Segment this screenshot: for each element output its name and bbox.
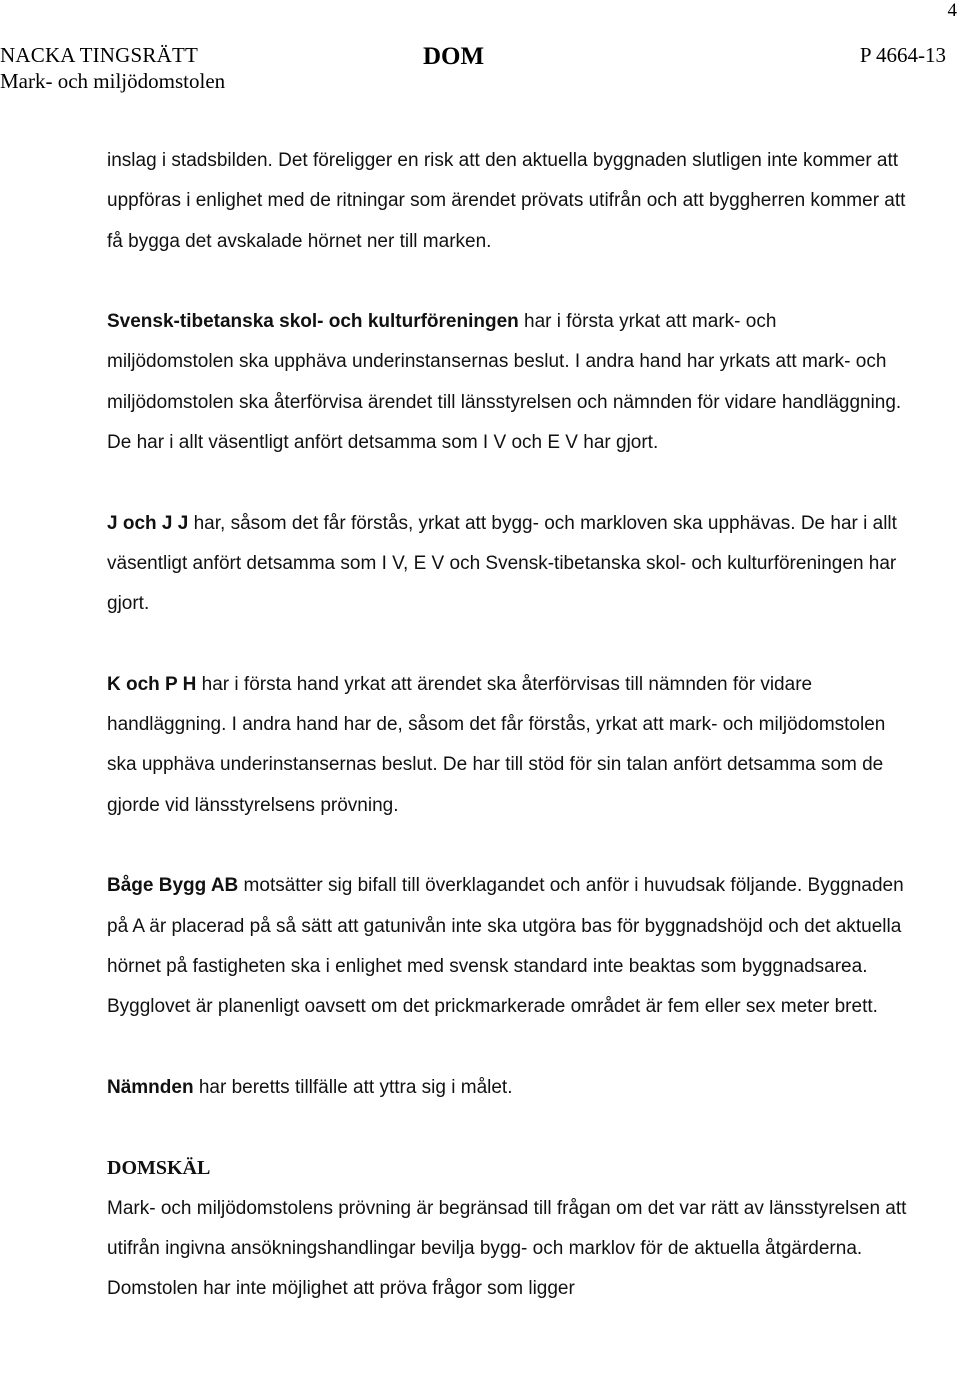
document-type: DOM [423, 43, 485, 70]
paragraph-continuation [107, 141, 907, 262]
section-heading: DOMSKÄL [107, 1157, 211, 1180]
page-number: 4 [947, 0, 957, 21]
party-name: Båge Bygg AB [107, 875, 239, 897]
document-header [0, 42, 960, 98]
paragraph-text: har, såsom det får förstås, yrkat att bygg- och markloven ska upphävas. De har i allt väsentligt anfört detsamma som I V, E V och Svensk-tibetanska skol- och kulturföreningen har gjort. [107, 512, 897, 615]
document-body [107, 141, 907, 1350]
paragraph-party-j [107, 504, 907, 625]
paragraph-text: har i första yrkat att mark- och miljödomstolen ska upphäva underinstansernas beslut. I andra hand har yrkats att mark- och miljödomstolen ska återförvisa ärendet till länsstyrelsen och nämnden för vidare handläggning. De har i allt väsentligt anfört detsamma som I V och E V har gjort. [107, 311, 902, 454]
party-name: Nämnden [107, 1076, 194, 1098]
case-number: P 4664-13 [859, 43, 946, 67]
party-name: J och J J [107, 512, 189, 534]
party-name: Svensk-tibetanska skol- och kulturföreningen [107, 311, 519, 333]
paragraph-party-namnden [107, 1068, 907, 1108]
paragraph-text: inslag i stadsbilden. Det föreligger en risk att den aktuella byggnaden slutligen inte kommer att uppföras i enlighet med de ritningar som ärendet prövats utifrån och att byggherren kommer att få bygga det avskalade hörnet ner till marken. [107, 150, 906, 252]
court-name: NACKA TINGSRÄTT [0, 43, 199, 67]
paragraph-party-bage-bygg [107, 866, 907, 1027]
paragraph-text: motsätter sig bifall till överklagandet och anför i huvudsak följande. Byggnaden på A är placerad på så sätt att gatunivån inte ska utgöra bas för byggnadshöjd och det aktuella hörnet på fastigheten ska i enlighet med svensk standard inte beaktas som byggnadsarea. Bygglovet är planenligt oavsett om det prickmarkerade området är fem eller sex meter brett. [107, 875, 904, 1018]
paragraph-party-association [107, 302, 907, 463]
court-division: Mark- och miljödomstolen [0, 69, 226, 93]
section-paragraph: Mark- och miljödomstolens prövning är begränsad till frågan om det var rätt av länsstyrelsen att utifrån ingivna ansökningshandlingar bevilja bygg- och marklov för de aktuella åtgärderna. Domstolen har inte möjlighet att pröva frågor som ligger [107, 1197, 907, 1300]
party-name: K och P H [107, 673, 197, 695]
paragraph-text: har i första hand yrkat att ärendet ska återförvisas till nämnden för vidare handläggning. I andra hand har de, såsom det får förstås, yrkat att mark- och miljödomstolen ska upphäva underinstansernas beslut. De har till stöd för sin talan anfört detsamma som de gjorde vid länsstyrelsens prövning. [107, 673, 886, 816]
paragraph-text: har beretts tillfälle att yttra sig i målet. [193, 1076, 513, 1098]
paragraph-party-k [107, 665, 907, 826]
